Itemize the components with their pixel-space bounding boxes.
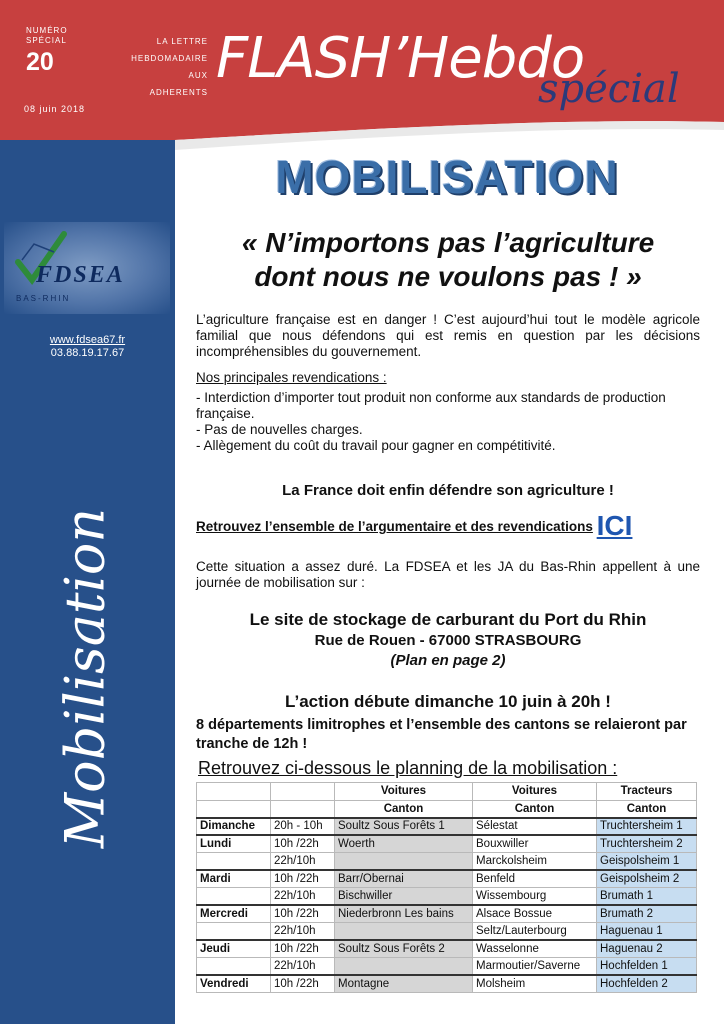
cars-canton-cell: Montagne (335, 975, 473, 993)
cars-canton-cell: Woerth (335, 835, 473, 853)
logo-subtitle: BAS-RHIN (16, 294, 71, 303)
table-row (197, 940, 697, 958)
letter-line: HEBDOMADAIRE (131, 54, 208, 63)
claim-item: - Allègement du coût du travail pour gagner en compétitivité. (196, 438, 556, 453)
cars-canton-cell: Sélestat (473, 818, 597, 836)
time-cell: 22h/10h (271, 958, 335, 976)
table-row (197, 853, 697, 871)
day-cell (197, 923, 271, 941)
cars-canton-cell: Alsace Bossue (473, 905, 597, 923)
cars-canton-cell: Soultz Sous Forêts 1 (335, 818, 473, 836)
time-cell: 22h/10h (271, 923, 335, 941)
cars-canton-cell: Bouxwiller (473, 835, 597, 853)
special-word: spécial (538, 66, 680, 112)
cars-canton-cell (335, 853, 473, 871)
table-header-cell: Voitures (335, 783, 473, 801)
action-start: L’action débute dimanche 10 juin à 20h ! (285, 692, 611, 711)
tractors-canton-cell: Truchtersheim 1 (597, 818, 697, 836)
cars-canton-cell: Benfeld (473, 870, 597, 888)
phone-number: 03.88.19.17.67 (50, 347, 125, 359)
cars-canton-cell: Marckolsheim (473, 853, 597, 871)
quote-line: « N’importons pas l’agriculture (241, 227, 655, 258)
cars-canton-cell: Molsheim (473, 975, 597, 993)
cars-canton-cell: Bischwiller (335, 888, 473, 906)
vertical-title (40, 507, 130, 849)
table-header-cell: Canton (335, 800, 473, 818)
day-cell: Jeudi (197, 940, 271, 958)
intro-paragraph: L’agriculture française est en danger ! C’est aujourd’hui tout le modèle agricole familial que nous défendons qui est remis en question par les décisions incompréhensibles du gouvernement. (196, 312, 700, 359)
newsletter-title: FLASH’Hebdo (216, 26, 585, 91)
table-header-cell (271, 783, 335, 801)
time-cell: 20h - 10h (271, 818, 335, 836)
tractors-canton-cell: Geispolsheim 2 (597, 870, 697, 888)
letter-line: ADHERENTS (149, 88, 208, 97)
tractors-canton-cell: Haguenau 1 (597, 923, 697, 941)
table-row (197, 905, 697, 923)
time-cell: 22h/10h (271, 853, 335, 871)
day-cell (197, 888, 271, 906)
relay-note: 8 départements limitrophes et l’ensemble des cantons se relaieront par tranche de 12h ! (196, 717, 687, 752)
time-cell: 22h/10h (271, 888, 335, 906)
mobilisation-title: MOBILISATION (275, 151, 619, 203)
issue-label: NUMÉRO SPÉCIAL (26, 26, 68, 45)
cars-canton-cell (335, 958, 473, 976)
table-row (197, 870, 697, 888)
day-cell: Vendredi (197, 975, 271, 993)
fdsea-logo (4, 222, 170, 314)
table-header-row (197, 800, 697, 818)
tractors-canton-cell: Hochfelden 2 (597, 975, 697, 993)
table-row (197, 958, 697, 976)
planning-table (196, 782, 697, 993)
defend-statement: La France doit enfin défendre son agriculture ! (282, 482, 614, 499)
day-cell: Dimanche (197, 818, 271, 836)
table-header-cell (271, 800, 335, 818)
time-cell: 10h /22h (271, 940, 335, 958)
planning-title: Retrouvez ci-dessous le planning de la mobilisation : (198, 758, 618, 778)
table-header-cell: Canton (473, 800, 597, 818)
issue-block (26, 26, 86, 77)
letter-block (130, 33, 208, 101)
day-cell: Mercredi (197, 905, 271, 923)
table-header-cell: Canton (597, 800, 697, 818)
issue-number: 20 (26, 48, 54, 76)
table-header-row (197, 783, 697, 801)
time-cell: 10h /22h (271, 870, 335, 888)
tractors-canton-cell: Truchtersheim 2 (597, 835, 697, 853)
claims-heading: Nos principales revendications : (196, 370, 387, 385)
day-cell: Mardi (197, 870, 271, 888)
table-header-cell (197, 783, 271, 801)
table-row (197, 818, 697, 836)
headline-quote (196, 226, 700, 294)
table-row (197, 923, 697, 941)
site-address: Rue de Rouen - 67000 STRASBOURG (314, 632, 582, 649)
day-cell (197, 958, 271, 976)
claims-list (196, 390, 700, 454)
ici-link[interactable]: ICI (596, 510, 633, 541)
cars-canton-cell: Barr/Obernai (335, 870, 473, 888)
table-header-cell (197, 800, 271, 818)
claim-item: - Interdiction d’importer tout produit non conforme aux standards de production française. (196, 390, 666, 421)
cars-canton-cell: Niederbronn Les bains (335, 905, 473, 923)
cars-canton-cell: Soultz Sous Forêts 2 (335, 940, 473, 958)
table-header-cell: Tracteurs (597, 783, 697, 801)
contact-block (0, 334, 175, 360)
cars-canton-cell: Marmoutier/Saverne (473, 958, 597, 976)
arguments-line (196, 510, 700, 542)
cars-canton-cell: Seltz/Lauterbourg (473, 923, 597, 941)
tractors-canton-cell: Hochfelden 1 (597, 958, 697, 976)
website-link[interactable]: www.fdsea67.fr (49, 334, 126, 346)
tractors-canton-cell: Brumath 2 (597, 905, 697, 923)
time-cell: 10h /22h (271, 835, 335, 853)
day-cell: Lundi (197, 835, 271, 853)
tractors-canton-cell: Haguenau 2 (597, 940, 697, 958)
table-row (197, 888, 697, 906)
tractors-canton-cell: Geispolsheim 1 (597, 853, 697, 871)
site-plan-note: (Plan en page 2) (390, 652, 506, 669)
letter-line: AUX (188, 71, 208, 80)
issue-date: 08 juin 2018 (24, 104, 86, 114)
claim-item: - Pas de nouvelles charges. (196, 422, 363, 437)
tractors-canton-cell: Brumath 1 (597, 888, 697, 906)
arguments-text: Retrouvez l’ensemble de l’argumentaire et des revendications (196, 519, 593, 534)
sidebar (0, 140, 175, 1024)
day-cell (197, 853, 271, 871)
situation-paragraph: Cette situation a assez duré. La FDSEA et les JA du Bas-Rhin appellent à une journée de mobilisation sur : (196, 559, 700, 590)
vertical-title-text: Mobilisation (53, 507, 117, 849)
table-row (197, 835, 697, 853)
time-cell: 10h /22h (271, 905, 335, 923)
cars-canton-cell: Wissembourg (473, 888, 597, 906)
cars-canton-cell: Wasselonne (473, 940, 597, 958)
table-row (197, 975, 697, 993)
site-name: Le site de stockage de carburant du Port du Rhin (249, 610, 647, 629)
letter-line: LA LETTRE (156, 37, 208, 46)
quote-line: dont nous ne voulons pas ! » (254, 261, 642, 292)
logo-name: FDSEA (36, 262, 125, 288)
time-cell: 10h /22h (271, 975, 335, 993)
table-header-cell: Voitures (473, 783, 597, 801)
cars-canton-cell (335, 923, 473, 941)
